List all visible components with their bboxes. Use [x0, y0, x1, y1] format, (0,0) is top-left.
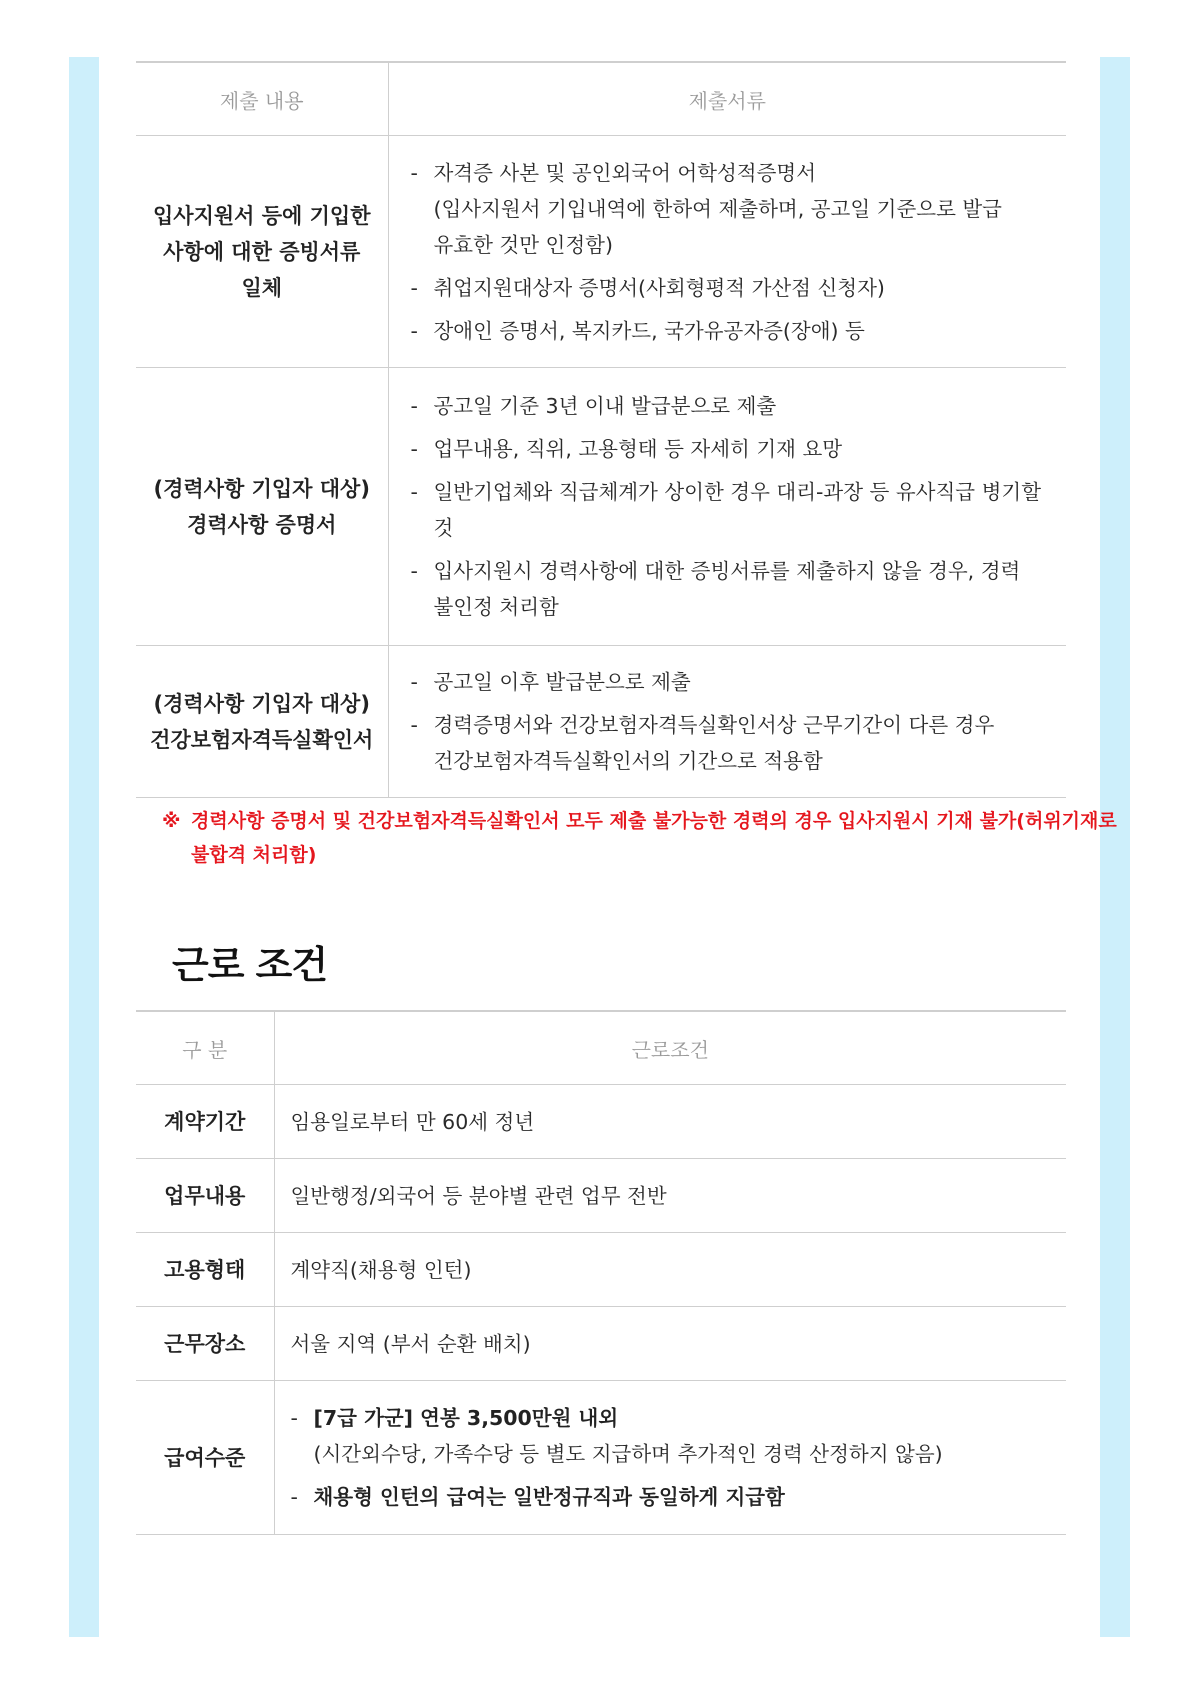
row-label-line: 일체 [241, 275, 283, 300]
table-header-row [136, 1011, 1066, 1085]
list-item: - 공고일 기준 3년 이내 발급분으로 제출 [411, 388, 1047, 424]
list-item: - 취업지원대상자 증명서(사회형평적 가산점 신청자) [411, 270, 1047, 306]
header-work-conditions: 근로조건 [274, 1011, 1066, 1085]
table-row-salary [136, 1381, 1066, 1535]
table-row [136, 368, 1066, 646]
documents-table-container [136, 61, 1066, 798]
documents-table [136, 61, 1066, 798]
header-category: 구 분 [136, 1011, 274, 1085]
row-value: 서울 지역 (부서 순환 배치) [274, 1307, 1066, 1381]
list-item: - 공고일 이후 발급분으로 제출 [411, 664, 1047, 700]
row-description [274, 1381, 1066, 1535]
warning-note-line: 불합격 처리함) [191, 844, 317, 866]
row-label-line: 사항에 대한 증빙서류 [163, 239, 361, 264]
warning-note-line: 경력사항 증명서 및 건강보험자격득실확인서 모두 제출 불가능한 경력의 경우 입사지원시 기재 불가(허위기재로 [191, 810, 1117, 832]
list-item: - 장애인 증명서, 복지카드, 국가유공자증(장애) 등 [411, 313, 1047, 349]
work-conditions-table [136, 1010, 1066, 1535]
header-submit-content: 제출 내용 [136, 62, 388, 136]
row-label: 계약기간 [136, 1085, 274, 1159]
table-row [136, 136, 1066, 368]
list-item: - 자격증 사본 및 공인외국어 어학성적증명서 (입사지원서 기입내역에 한하여 제출하며, 공고일 기준으로 발급 유효한 것만 인정함) [411, 155, 1047, 263]
row-value: 계약직(채용형 인턴) [274, 1233, 1066, 1307]
list-item: - 입사지원시 경력사항에 대한 증빙서류를 제출하지 않을 경우, 경력 불인정 처리함 [411, 553, 1047, 625]
header-submit-documents: 제출서류 [388, 62, 1066, 136]
row-label [136, 368, 388, 646]
table-row [136, 1307, 1066, 1381]
row-value: 임용일로부터 만 60세 정년 [274, 1085, 1066, 1159]
row-label-line: 건강보험자격득실확인서 [150, 727, 374, 752]
row-label-line: 입사지원서 등에 기입한 [153, 203, 371, 228]
left-accent-bar [69, 57, 99, 1637]
row-description [388, 136, 1066, 368]
list-item: - 업무내용, 직위, 고용형태 등 자세히 기재 요망 [411, 431, 1047, 467]
reference-mark: ※ [162, 810, 181, 832]
row-value: 일반행정/외국어 등 분야별 관련 업무 전반 [274, 1159, 1066, 1233]
table-row [136, 1085, 1066, 1159]
row-description [388, 368, 1066, 646]
row-label: 업무내용 [136, 1159, 274, 1233]
row-label-line: 경력사항 증명서 [187, 512, 337, 537]
row-label: 급여수준 [136, 1381, 274, 1535]
work-conditions-table-container [136, 1010, 1066, 1535]
row-label [136, 136, 388, 368]
row-label-line: (경력사항 기입자 대상) [153, 476, 370, 501]
row-description [388, 646, 1066, 798]
row-label: 근무장소 [136, 1307, 274, 1381]
section-title: 근로 조건 [172, 943, 328, 987]
row-label-line: (경력사항 기입자 대상) [153, 691, 370, 716]
warning-note [136, 804, 1121, 872]
list-item: - 일반기업체와 직급체계가 상이한 경우 대리-과장 등 유사직급 병기할 것 [411, 474, 1047, 546]
list-item: - [7급 가군] 연봉 3,500만원 내외 (시간외수당, 가족수당 등 별도 지급하며 추가적인 경력 산정하지 않음) [291, 1400, 1047, 1472]
table-row [136, 1233, 1066, 1307]
list-item: - 경력증명서와 건강보험자격득실확인서상 근무기간이 다른 경우 건강보험자격득실확인서의 기간으로 적용함 [411, 707, 1047, 779]
row-label: 고용형태 [136, 1233, 274, 1307]
table-header-row [136, 62, 1066, 136]
table-row [136, 1159, 1066, 1233]
table-row [136, 646, 1066, 798]
list-item: - 채용형 인턴의 급여는 일반정규직과 동일하게 지급함 [291, 1479, 1047, 1515]
row-label [136, 646, 388, 798]
